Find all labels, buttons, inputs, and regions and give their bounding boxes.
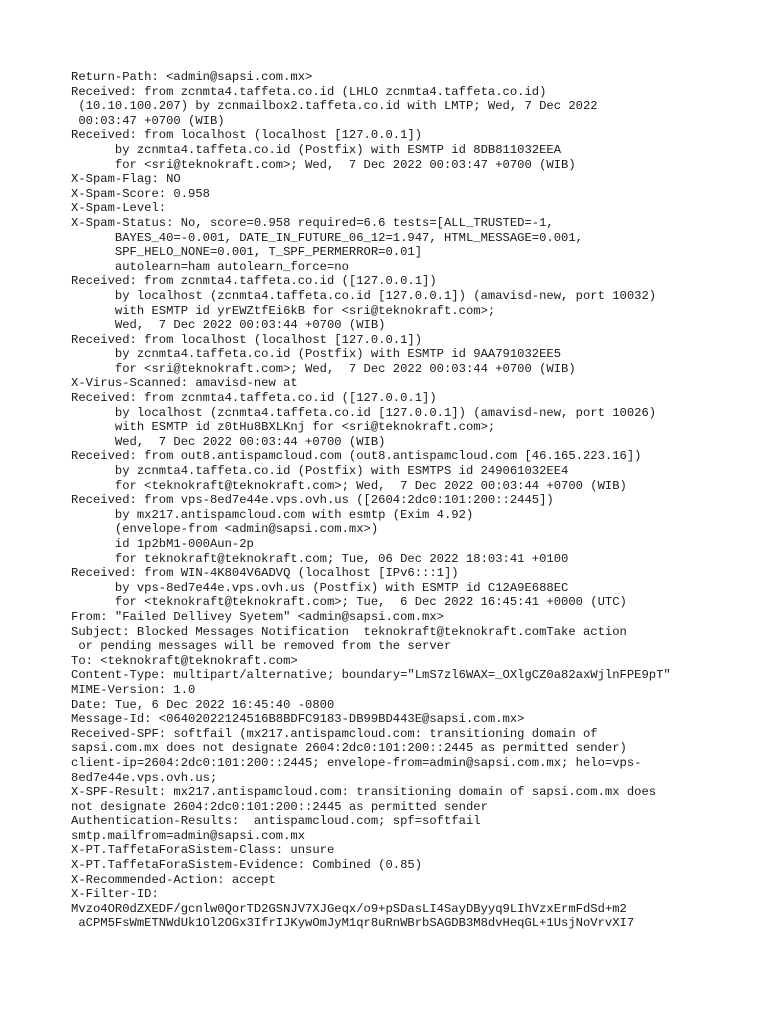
- header-line: X-Spam-Score: 0.958: [71, 186, 210, 201]
- header-line: 00:03:47 +0700 (WIB): [71, 113, 225, 128]
- header-line: with ESMTP id yrEWZtfEi6kB for <sri@teknokraft.com>;: [71, 303, 496, 318]
- header-line: Received: from out8.antispamcloud.com (out8.antispamcloud.com [46.165.223.16]): [71, 449, 642, 464]
- header-line: X-Virus-Scanned: amavisd-new at: [71, 376, 298, 391]
- header-line: From: "Failed Dellivey Syetem" <admin@sapsi.com.mx>: [71, 609, 444, 624]
- header-line: Received: from WIN-4K804V6ADVQ (localhost [IPv6:::1]): [71, 566, 459, 581]
- header-line: Wed, 7 Dec 2022 00:03:44 +0700 (WIB): [71, 318, 386, 333]
- header-line: Content-Type: multipart/alternative; boundary="LmS7zl6WAX=_OXlgCZ0a82axWjlnFPE9pT": [71, 668, 671, 683]
- header-line: Received: from zcnmta4.taffeta.co.id (LHLO zcnmta4.taffeta.co.id): [71, 84, 547, 99]
- header-line: 8ed7e44e.vps.ovh.us;: [71, 770, 218, 785]
- header-line: by vps-8ed7e44e.vps.ovh.us (Postfix) with ESMTP id C12A9E688EC: [71, 580, 569, 595]
- header-line: Received: from zcnmta4.taffeta.co.id ([127.0.0.1]): [71, 391, 437, 406]
- header-line: X-Recommended-Action: accept: [71, 872, 276, 887]
- header-line: by zcnmta4.taffeta.co.id (Postfix) with ESMTPS id 249061032EE4: [71, 464, 569, 479]
- header-line: (envelope-from <admin@sapsi.com.mx>): [71, 522, 379, 537]
- header-line: Received: from localhost (localhost [127.0.0.1]): [71, 332, 423, 347]
- header-line: Received-SPF: softfail (mx217.antispamcloud.com: transitioning domain of: [71, 726, 598, 741]
- header-line: for <teknokraft@teknokraft.com>; Tue, 6 Dec 2022 16:45:41 +0000 (UTC): [71, 595, 627, 610]
- header-line: Return-Path: <admin@sapsi.com.mx>: [71, 70, 313, 84]
- header-line: by mx217.antispamcloud.com with esmtp (Exim 4.92): [71, 507, 474, 522]
- header-line: smtp.mailfrom=admin@sapsi.com.mx: [71, 828, 306, 843]
- header-line: Received: from localhost (localhost [127.0.0.1]): [71, 128, 423, 143]
- header-line: X-Filter-ID:: [71, 887, 159, 902]
- header-line: by zcnmta4.taffeta.co.id (Postfix) with ESMTP id 9AA791032EE5: [71, 347, 562, 362]
- header-line: client-ip=2604:2dc0:101:200::2445; envelope-from=admin@sapsi.com.mx; helo=vps-: [71, 755, 642, 770]
- header-line: for <sri@teknokraft.com>; Wed, 7 Dec 2022 00:03:44 +0700 (WIB): [71, 361, 576, 376]
- header-line: X-Spam-Flag: NO: [71, 172, 181, 187]
- header-line: id 1p2bM1-000Aun-2p: [71, 537, 254, 551]
- header-line: To: <teknokraft@teknokraft.com>: [71, 653, 298, 668]
- header-line: aCPM5FsWmETNWdUk1Ol2OGx3IfrIJKywOmJyM1qr8uRnWBrbSAGDB3M8dvHeqGL+1UsjNoVrvXI7: [71, 916, 635, 931]
- header-line: by zcnmta4.taffeta.co.id (Postfix) with ESMTP id 8DB811032EEA: [71, 142, 562, 157]
- header-line: MIME-Version: 1.0: [71, 682, 196, 697]
- header-line: with ESMTP id z0tHu8BXLKnj for <sri@teknokraft.com>;: [71, 420, 496, 435]
- header-line: X-SPF-Result: mx217.antispamcloud.com: transitioning domain of sapsi.com.mx does: [71, 785, 657, 800]
- header-line: (10.10.100.207) by zcnmailbox2.taffeta.co.id with LMTP; Wed, 7 Dec 2022: [71, 99, 598, 114]
- header-line: for <sri@teknokraft.com>; Wed, 7 Dec 2022 00:03:47 +0700 (WIB): [71, 157, 576, 172]
- header-line: for teknokraft@teknokraft.com; Tue, 06 Dec 2022 18:03:41 +0100: [71, 551, 569, 566]
- header-line: not designate 2604:2dc0:101:200::2445 as permitted sender: [71, 799, 488, 814]
- header-line: sapsi.com.mx does not designate 2604:2dc0:101:200::2445 as permitted sender): [71, 741, 627, 756]
- header-line: X-PT.TaffetaForaSistem-Class: unsure: [71, 843, 335, 858]
- header-line: BAYES_40=-0.001, DATE_IN_FUTURE_06_12=1.947, HTML_MESSAGE=0.001,: [71, 230, 583, 245]
- header-line: Message-Id: <06402022124516B8BDFC9183-DB99BD443E@sapsi.com.mx>: [71, 712, 525, 727]
- header-line: X-PT.TaffetaForaSistem-Evidence: Combined (0.85): [71, 858, 423, 873]
- header-line: Subject: Blocked Messages Notification teknokraft@teknokraft.comTake action: [71, 624, 627, 639]
- header-line: X-Spam-Status: No, score=0.958 required=6.6 tests=[ALL_TRUSTED=-1,: [71, 215, 554, 230]
- header-line: Wed, 7 Dec 2022 00:03:44 +0700 (WIB): [71, 434, 386, 449]
- header-line: X-Spam-Level:: [71, 201, 167, 216]
- header-line: autolearn=ham autolearn_force=no: [71, 259, 349, 274]
- header-line: SPF_HELO_NONE=0.001, T_SPF_PERMERROR=0.01]: [71, 245, 423, 260]
- header-line: Received: from zcnmta4.taffeta.co.id ([127.0.0.1]): [71, 274, 437, 289]
- header-line: for <teknokraft@teknokraft.com>; Wed, 7 Dec 2022 00:03:44 +0700 (WIB): [71, 478, 627, 493]
- header-line: by localhost (zcnmta4.taffeta.co.id [127.0.0.1]) (amavisd-new, port 10026): [71, 405, 657, 420]
- header-line: Received: from vps-8ed7e44e.vps.ovh.us ([2604:2dc0:101:200::2445]): [71, 493, 554, 508]
- header-line: by localhost (zcnmta4.taffeta.co.id [127.0.0.1]) (amavisd-new, port 10032): [71, 288, 657, 303]
- email-header-text: [71, 70, 671, 931]
- header-line: or pending messages will be removed from the server: [71, 639, 452, 654]
- header-line: Authentication-Results: antispamcloud.com; spf=softfail: [71, 814, 481, 829]
- header-line: Date: Tue, 6 Dec 2022 16:45:40 -0800: [71, 697, 335, 712]
- header-line: Mvzo4OR0dZXEDF/gcnlw0QorTD2GSNJV7XJGeqx/o9+pSDasLI4SayDByyq9LIhVzxErmFdSd+m2: [71, 901, 627, 916]
